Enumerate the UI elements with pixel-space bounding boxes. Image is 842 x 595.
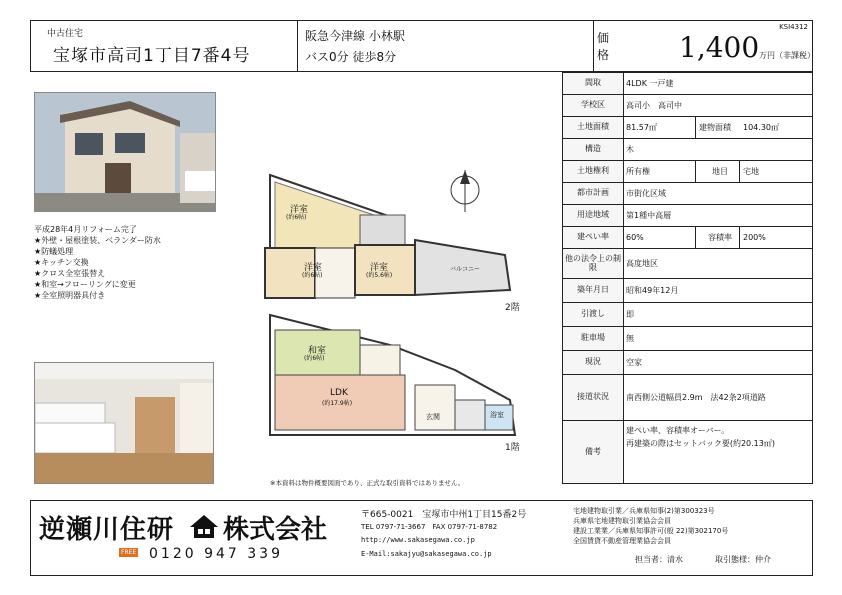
- val-bldg: 104.30㎡: [743, 123, 779, 132]
- room-bath: 浴室: [490, 411, 504, 419]
- category-label: 中古住宅: [47, 29, 84, 39]
- spec-table: [562, 72, 813, 484]
- website-url[interactable]: http://www.sakasegawa.co.jp: [361, 536, 475, 544]
- note-1: ★外壁・屋根塗装、ベランダー防水: [34, 236, 161, 245]
- price-value: 1,400: [679, 31, 760, 64]
- val-bcr: 60%: [626, 233, 644, 242]
- key-plan: 都市計画: [563, 183, 624, 204]
- val-road: 南西側公道幅員2.9m 法42条2項道路: [626, 393, 766, 402]
- compass-icon: [451, 170, 479, 212]
- key-right: 土地権利: [563, 161, 624, 182]
- row-school: [563, 94, 812, 116]
- header: [30, 20, 813, 72]
- row-ratio: [563, 226, 812, 248]
- company-address: 〒665-0021 宝塚市中州1丁目15番2号: [361, 510, 527, 520]
- price-cell: [593, 21, 815, 71]
- note-3: ★キッチン交換: [34, 258, 89, 267]
- access-cell: [297, 21, 594, 71]
- free-dial-number: 0120 947 339: [149, 546, 283, 562]
- company-name: 逆瀬川住研: [39, 515, 175, 545]
- room-ldk: LDK: [330, 388, 348, 398]
- key-parking: 駐車場: [563, 327, 624, 350]
- val-madori: 4LDK 一戸建: [626, 79, 674, 88]
- address-cell: [31, 21, 298, 71]
- room-yoshitsu2: 洋室: [304, 263, 323, 273]
- room-genkan: 玄関: [426, 413, 440, 421]
- key-status: 現況: [563, 351, 624, 374]
- license-2: 兵庫県宅地建物取引業協会会員: [573, 517, 671, 525]
- row-area: [563, 116, 812, 138]
- ref-number: KSI4312: [779, 23, 808, 31]
- price-unit: 万円（非課税）: [759, 51, 815, 60]
- room-yoshitsu3-size: (約5.6帖): [366, 272, 393, 279]
- row-struct: [563, 138, 812, 160]
- room-yoshitsu3: 洋室: [370, 263, 389, 273]
- floor-2-label: 2階: [505, 303, 520, 313]
- room-ldk-size: (約17.9帖): [322, 400, 353, 407]
- val-plan: 市街化区域: [626, 189, 666, 198]
- remarks-line-1: 建ぺい率、容積率オーバー。: [626, 426, 730, 435]
- floor-plan: [220, 160, 560, 490]
- val-chimoku: 宅地: [739, 161, 813, 182]
- room-yoshitsu1: 洋室: [290, 205, 309, 215]
- val-struct: 木: [626, 145, 634, 154]
- price-label-1: 価: [597, 31, 610, 45]
- val-zone: 第1種中高層: [626, 211, 672, 220]
- key-far: 容積率: [695, 227, 741, 248]
- reform-notes: [34, 224, 214, 301]
- row-road: [563, 374, 812, 420]
- price-label-2: 格: [597, 48, 610, 62]
- val-built: 昭和49年12月: [626, 286, 679, 295]
- key-other: 他の法令上の制限: [563, 249, 624, 278]
- note-6: ★全室照明器具付き: [34, 291, 106, 300]
- staff-name: 担当者：清水: [635, 555, 683, 564]
- note-5: ★和室→フローリングに変更: [34, 280, 136, 289]
- key-bldg: 建物面積: [695, 117, 741, 138]
- val-right: 所有権: [626, 167, 650, 176]
- val-parking: 無: [626, 334, 634, 343]
- val-far: 200%: [739, 227, 813, 248]
- key-land: 土地面積: [563, 117, 624, 138]
- row-handover: [563, 302, 812, 326]
- key-road: 接道状況: [563, 375, 624, 420]
- note-2: ★防蟻処理: [34, 247, 74, 256]
- house-logo-icon: [189, 513, 219, 539]
- key-remarks: 備考: [563, 421, 624, 483]
- remarks-line-2: 再建築の際はセットバック要(約20.13㎡): [626, 439, 775, 448]
- row-madori: [563, 72, 812, 94]
- train-line: 阪急今津線 小林駅: [305, 29, 405, 43]
- address: 宝塚市高司1丁目7番4号: [53, 46, 251, 66]
- key-madori: 間取: [563, 73, 624, 94]
- floor-1-label: 1階: [505, 443, 520, 453]
- row-right: [563, 160, 812, 182]
- val-school: 高司小 高司中: [626, 101, 682, 110]
- row-built: [563, 278, 812, 302]
- key-zone: 用途地域: [563, 205, 624, 226]
- license-1: 宅地建物取引業／兵庫県知事(2)第300323号: [573, 507, 715, 515]
- license-3: 建設工業業／兵庫県知事許可(般 22)第302170号: [573, 527, 729, 535]
- room-washitsu-size: (約6帖): [304, 355, 325, 362]
- deal-type: 取引態様：仲介: [715, 555, 771, 564]
- interior-photo: [34, 362, 214, 484]
- note-0: 平成28年4月リフォーム完了: [34, 225, 137, 234]
- row-other: [563, 248, 812, 278]
- row-remarks: [563, 420, 812, 483]
- key-built: 築年月日: [563, 279, 624, 302]
- room-balcony: バルコニー: [450, 266, 481, 273]
- val-status: 空家: [626, 358, 642, 367]
- row-status: [563, 350, 812, 374]
- license-4: 全国賃貸不動産管理業協会会員: [573, 537, 671, 545]
- row-zone: [563, 204, 812, 226]
- row-plan: [563, 182, 812, 204]
- company-suffix: 株式会社: [223, 515, 328, 545]
- freedial-badge: FREE: [121, 549, 137, 556]
- interior-photo-illustration: [35, 363, 213, 483]
- email-address[interactable]: E-Mail:sakajyu@sakasegawa.co.jp: [361, 550, 492, 558]
- room-washitsu: 和室: [308, 346, 327, 356]
- exterior-photo: [34, 92, 216, 212]
- val-land: 81.57㎡: [626, 123, 657, 132]
- key-bcr: 建ぺい率: [563, 227, 624, 248]
- key-chimoku: 地目: [695, 161, 741, 182]
- room-yoshitsu2-size: (約6帖): [302, 272, 323, 279]
- footer: [30, 500, 813, 576]
- key-handover: 引渡し: [563, 303, 624, 326]
- key-struct: 構造: [563, 139, 624, 160]
- exterior-photo-illustration: [35, 93, 215, 211]
- val-other: 高度地区: [626, 259, 658, 268]
- key-school: 学校区: [563, 95, 624, 116]
- val-handover: 即: [626, 310, 634, 319]
- licenses: [573, 506, 728, 546]
- note-4: ★クロス全室張替え: [34, 269, 106, 278]
- access-time: バス0分 徒歩8分: [305, 50, 397, 64]
- disclaimer: ※本資料は物件概要図面であり、正式な取引資料ではありません。: [270, 479, 465, 487]
- row-parking: [563, 326, 812, 350]
- room-yoshitsu1-size: (約6帖): [286, 214, 307, 221]
- tel-fax: TEL 0797-71-3667 FAX 0797-71-8782: [361, 523, 498, 531]
